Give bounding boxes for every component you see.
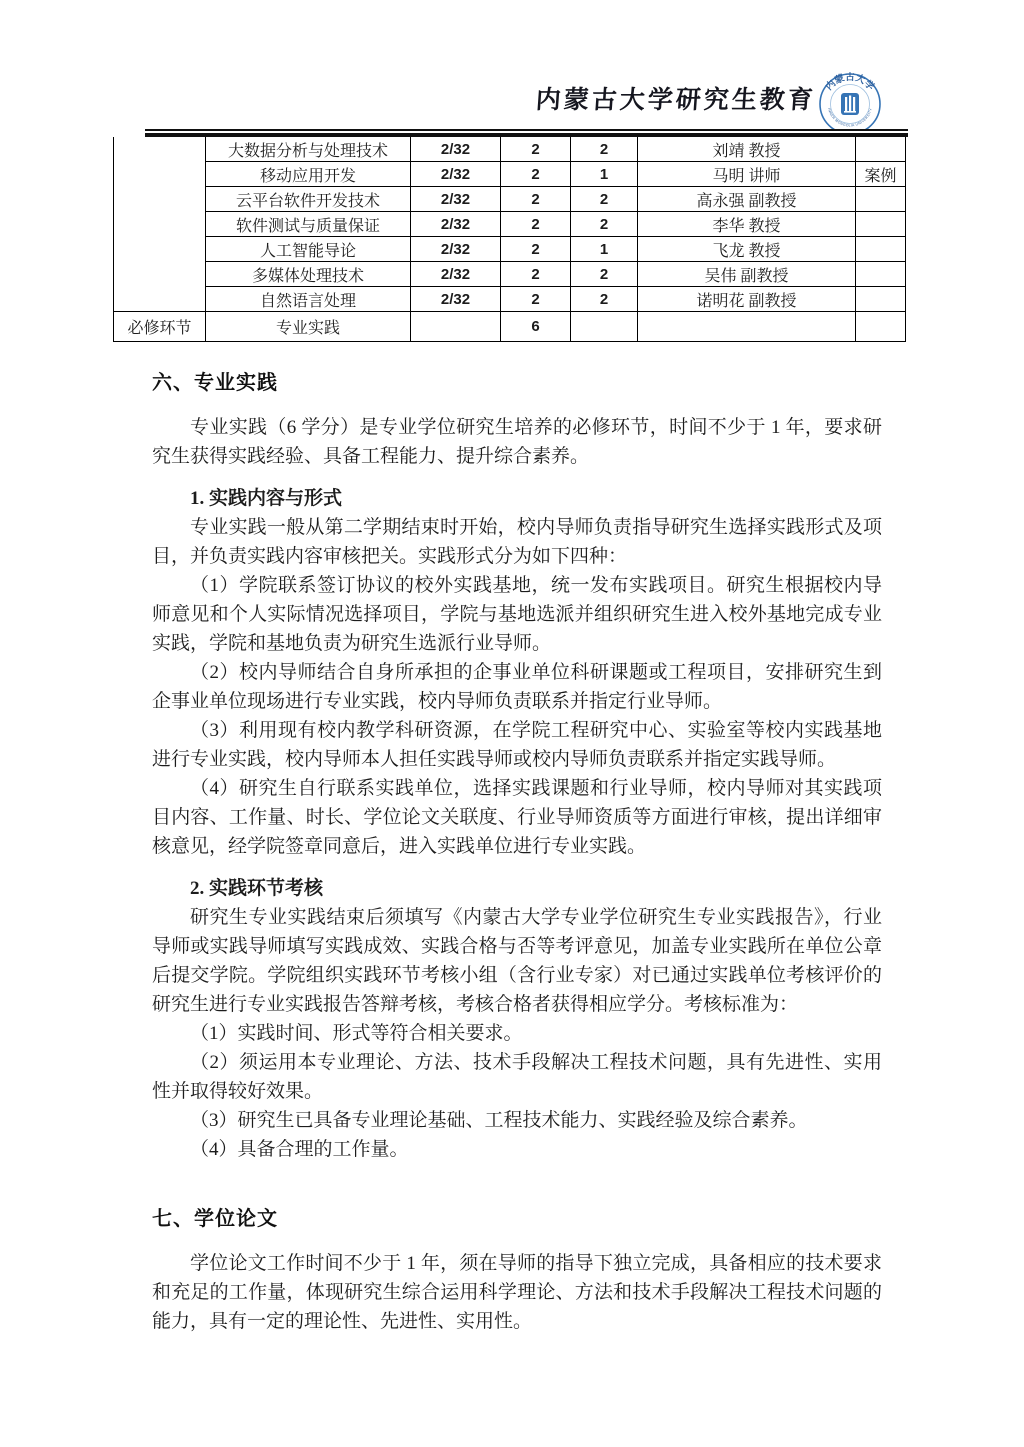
semester-cell: 1 bbox=[571, 237, 638, 262]
category-cell bbox=[114, 137, 206, 312]
remark-cell bbox=[856, 312, 906, 342]
course-name-cell: 移动应用开发 bbox=[206, 162, 411, 187]
seal-bottom-text: INNER MONGOLIA UNIVERSITY bbox=[826, 107, 874, 128]
section-heading: 七、学位论文 bbox=[152, 1208, 278, 1230]
paragraph: （2）须运用本专业理论、方法、技术手段解决工程技术问题，具有先进性、实用性并取得较好效果。 bbox=[152, 1052, 882, 1102]
semester-cell: 2 bbox=[571, 212, 638, 237]
remark-cell bbox=[856, 237, 906, 262]
semester-cell: 2 bbox=[571, 287, 638, 312]
instructor-cell: 诺明花 副教授 bbox=[638, 287, 856, 312]
course-name-cell: 云平台软件开发技术 bbox=[206, 187, 411, 212]
course-name-cell: 软件测试与质量保证 bbox=[206, 212, 411, 237]
credit-hours-cell: 2/32 bbox=[411, 262, 501, 287]
course-name-cell: 大数据分析与处理技术 bbox=[206, 137, 411, 162]
credits-cell: 6 bbox=[501, 312, 571, 342]
instructor-cell: 高永强 副教授 bbox=[638, 187, 856, 212]
header-double-rule bbox=[145, 129, 908, 137]
credit-hours-cell bbox=[411, 312, 501, 342]
credit-hours-cell: 2/32 bbox=[411, 187, 501, 212]
credits-cell: 2 bbox=[501, 237, 571, 262]
table-row bbox=[114, 262, 906, 287]
paragraph: 专业实践一般从第二学期结束时开始，校内导师负责指导研究生选择实践形式及项目，并负责实践内容审核把关。实践形式分为如下四种： bbox=[152, 517, 882, 567]
table-row bbox=[114, 162, 906, 187]
paragraph: 学位论文工作时间不少于 1 年，须在导师的指导下独立完成，具备相应的技术要求和充足的工作量，体现研究生综合运用科学理论、方法和技术手段解决工程技术问题的能力，具有一定的理论性、先进性、实用性。 bbox=[152, 1253, 882, 1332]
credits-cell: 2 bbox=[501, 162, 571, 187]
instructor-cell: 刘靖 教授 bbox=[638, 137, 856, 162]
remark-cell bbox=[856, 262, 906, 287]
remark-cell bbox=[856, 137, 906, 162]
instructor-cell: 飞龙 教授 bbox=[638, 237, 856, 262]
instructor-cell: 吴伟 副教授 bbox=[638, 262, 856, 287]
course-name-cell: 人工智能导论 bbox=[206, 237, 411, 262]
semester-cell: 2 bbox=[571, 262, 638, 287]
course-name-cell: 自然语言处理 bbox=[206, 287, 411, 312]
section-heading: 六、专业实践 bbox=[152, 372, 278, 394]
semester-cell: 2 bbox=[571, 187, 638, 212]
credit-hours-cell: 2/32 bbox=[411, 212, 501, 237]
paragraph: （4）具备合理的工作量。 bbox=[190, 1139, 409, 1160]
courses-table bbox=[113, 137, 906, 342]
credits-cell: 2 bbox=[501, 287, 571, 312]
paragraph: （4）研究生自行联系实践单位，选择实践课题和行业导师，校内导师对其实践项目内容、工作量、时长、学位论文关联度、行业导师资质等方面进行审核，提出详细审核意见，经学院签章同意后，进入实践单位进行专业实践。 bbox=[152, 778, 882, 857]
credit-hours-cell: 2/32 bbox=[411, 287, 501, 312]
sub-heading: 2. 实践环节考核 bbox=[190, 878, 324, 899]
remark-cell bbox=[856, 187, 906, 212]
page-header-title: 内蒙古大学研究生教育 bbox=[534, 87, 817, 114]
sub-heading: 1. 实践内容与形式 bbox=[190, 488, 343, 509]
document-body bbox=[152, 358, 882, 1336]
category-cell: 必修环节 bbox=[114, 312, 206, 342]
seal-top-text: 内蒙古大学 bbox=[824, 73, 876, 93]
paragraph: 专业实践（6 学分）是专业学位研究生培养的必修环节，时间不少于 1 年，要求研究生获得实践经验、具备工程能力、提升综合素养。 bbox=[152, 417, 882, 467]
table-row bbox=[114, 312, 906, 342]
semester-cell: 1 bbox=[571, 162, 638, 187]
paragraph: （2）校内导师结合自身所承担的企事业单位科研课题或工程项目，安排研究生到企事业单位现场进行专业实践，校内导师负责联系并指定行业导师。 bbox=[152, 662, 882, 712]
instructor-cell: 李华 教授 bbox=[638, 212, 856, 237]
credits-cell: 2 bbox=[501, 212, 571, 237]
semester-cell bbox=[571, 312, 638, 342]
credit-hours-cell: 2/32 bbox=[411, 162, 501, 187]
remark-cell: 案例 bbox=[856, 162, 906, 187]
course-name-cell: 多媒体处理技术 bbox=[206, 262, 411, 287]
remark-cell bbox=[856, 287, 906, 312]
table-row bbox=[114, 137, 906, 162]
instructor-cell bbox=[638, 312, 856, 342]
paragraph: （1）实践时间、形式等符合相关要求。 bbox=[190, 1023, 523, 1044]
credits-cell: 2 bbox=[501, 137, 571, 162]
semester-cell: 2 bbox=[571, 137, 638, 162]
paragraph: （3）研究生已具备专业理论基础、工程技术能力、实践经验及综合素养。 bbox=[190, 1110, 808, 1131]
course-name-cell: 专业实践 bbox=[206, 312, 411, 342]
table-row bbox=[114, 237, 906, 262]
credits-cell: 2 bbox=[501, 187, 571, 212]
paragraph: （1）学院联系签订协议的校外实践基地，统一发布实践项目。研究生根据校内导师意见和个人实际情况选择项目，学院与基地选派并组织研究生进入校外基地完成专业实践，学院和基地负责为研究生选派行业导师。 bbox=[152, 575, 882, 654]
table-row bbox=[114, 212, 906, 237]
paragraph: （3）利用现有校内教学科研资源，在学院工程研究中心、实验室等校内实践基地进行专业实践，校内导师本人担任实践导师或校内导师负责联系并指定实践导师。 bbox=[152, 720, 882, 770]
remark-cell bbox=[856, 212, 906, 237]
credit-hours-cell: 2/32 bbox=[411, 237, 501, 262]
paragraph: 研究生专业实践结束后须填写《内蒙古大学专业学位研究生专业实践报告》，行业导师或实践导师填写实践成效、实践合格与否等考评意见，加盖专业实践所在单位公章后提交学院。学院组织实践环节考核小组（含行业专家）对已通过实践单位考核评价的研究生进行专业实践报告答辩考核，考核合格者获得相应学分。考核标准为： bbox=[152, 907, 882, 1015]
table-row bbox=[114, 287, 906, 312]
credit-hours-cell: 2/32 bbox=[411, 137, 501, 162]
table-row bbox=[114, 187, 906, 212]
university-seal-logo bbox=[818, 72, 882, 136]
instructor-cell: 马明 讲师 bbox=[638, 162, 856, 187]
credits-cell: 2 bbox=[501, 262, 571, 287]
